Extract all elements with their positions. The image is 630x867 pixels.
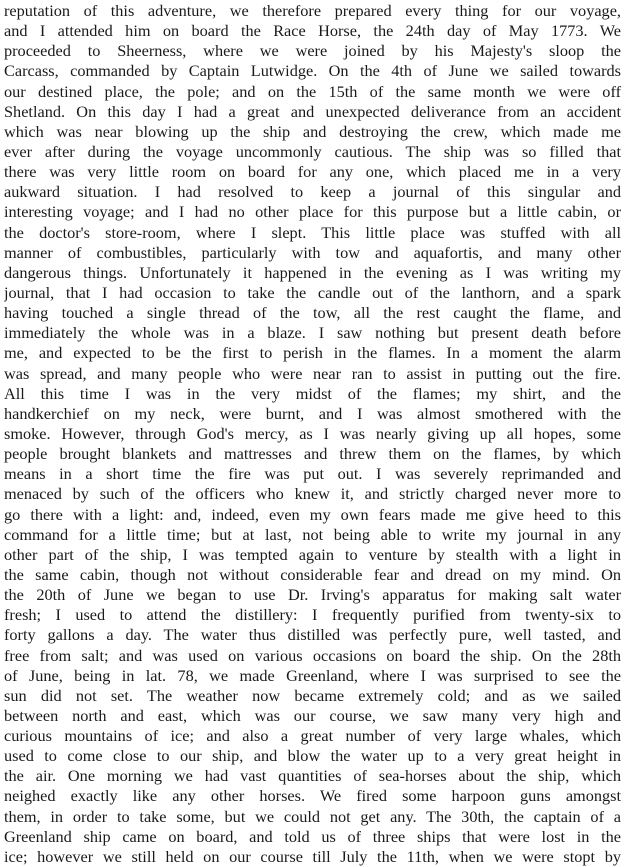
text-line: me, and expected to be the first to perish in the flames. In a moment the alarm — [4, 343, 621, 363]
text-line: between north and east, which was our course, we saw many very high and — [4, 705, 621, 725]
text-line: menaced by such of the officers who knew it, and strictly charged never more to — [4, 484, 621, 504]
text-line: Shetland. On this day I had a great and unexpected deliverance from an accident — [4, 101, 621, 121]
text-line: the same cabin, though not without considerable fear and dread on my mind. On — [4, 564, 621, 584]
text-line: which was near blowing up the ship and destroying the crew, which made me — [4, 121, 621, 141]
text-line: curious mountains of ice; and also a great number of very large whales, which — [4, 726, 621, 746]
text-line: sun did not set. The weather now became extremely cold; and as we sailed — [4, 685, 621, 705]
text-line: and I attended him on board the Race Horse, the 24th day of May 1773. We — [4, 21, 621, 41]
text-line: ever after during the voyage uncommonly cautious. The ship was so filled that — [4, 141, 621, 161]
text-line: ice; however we still held on our course till July the 11th, when we were stopt by — [4, 846, 621, 866]
text-line: smoke. However, through God's mercy, as I was nearly giving up all hopes, some — [4, 423, 621, 443]
text-line: the air. One morning we had vast quantities of sea-horses about the ship, which — [4, 766, 621, 786]
text-line: having touched a single thread of the tow, all the rest caught the flame, and — [4, 303, 621, 323]
text-line: fresh; I used to attend the distillery: I frequently purified from twenty-six to — [4, 605, 621, 625]
text-line: used to come close to our ship, and blow the water up to a very great height in — [4, 746, 621, 766]
text-line: dangerous things. Unfortunately it happened in the evening as I was writing my — [4, 262, 621, 282]
text-line: Greenland ship came on board, and told us of three ships that were lost in the — [4, 826, 621, 846]
text-line: All this time I was in the very midst of the flames; my shirt, and the — [4, 383, 621, 403]
text-line: neighed exactly like any other horses. We fired some harpoon guns amongst — [4, 786, 621, 806]
text-line: there was very little room on board for any one, which placed me in a very — [4, 162, 621, 182]
text-line: people brought blankets and mattresses and threw them on the flames, by which — [4, 444, 621, 464]
text-line: immediately the whole was in a blaze. I saw nothing but present death before — [4, 323, 621, 343]
text-line: them, in order to take some, but we could not get any. The 30th, the captain of a — [4, 806, 621, 826]
text-line: go there with a light: and, indeed, even my own fears made me give heed to this — [4, 504, 621, 524]
text-line: command for a little time; but at last, not being able to write my journal in any — [4, 524, 621, 544]
text-line: aukward situation. I had resolved to keep a journal of this singular and — [4, 182, 621, 202]
text-line: manner of combustibles, particularly with tow and aquafortis, and many other — [4, 242, 621, 262]
text-line: was spread, and many people who were near ran to assist in putting out the fire. — [4, 363, 621, 383]
text-line: forty gallons a day. The water thus distilled was perfectly pure, well tasted, and — [4, 625, 621, 645]
document-page — [4, 1, 621, 867]
text-line: means in a short time the fire was put out. I was severely reprimanded and — [4, 464, 621, 484]
text-line: free from salt; and was used on various occasions on board the ship. On the 28th — [4, 645, 621, 665]
text-line: the doctor's store-room, where I slept. This little place was stuffed with all — [4, 222, 621, 242]
text-line: other part of the ship, I was tempted again to venture by stealth with a light in — [4, 544, 621, 564]
text-line: journal, that I had occasion to take the candle out of the lanthorn, and a spark — [4, 282, 621, 302]
text-line: interesting voyage; and I had no other place for this purpose but a little cabin, or — [4, 202, 621, 222]
text-line: proceeded to Sheerness, where we were joined by his Majesty's sloop the — [4, 41, 621, 61]
text-line: our destined place, the pole; and on the 15th of the same month we were off — [4, 81, 621, 101]
text-line: handkerchief on my neck, were burnt, and I was almost smothered with the — [4, 403, 621, 423]
text-line: the 20th of June we began to use Dr. Irving's apparatus for making salt water — [4, 585, 621, 605]
text-line: reputation of this adventure, we therefore prepared every thing for our voyage, — [4, 1, 621, 20]
text-line: of June, being in lat. 78, we made Greenland, where I was surprised to see the — [4, 665, 621, 685]
text-line: Carcass, commanded by Captain Lutwidge. On the 4th of June we sailed towards — [4, 61, 621, 81]
